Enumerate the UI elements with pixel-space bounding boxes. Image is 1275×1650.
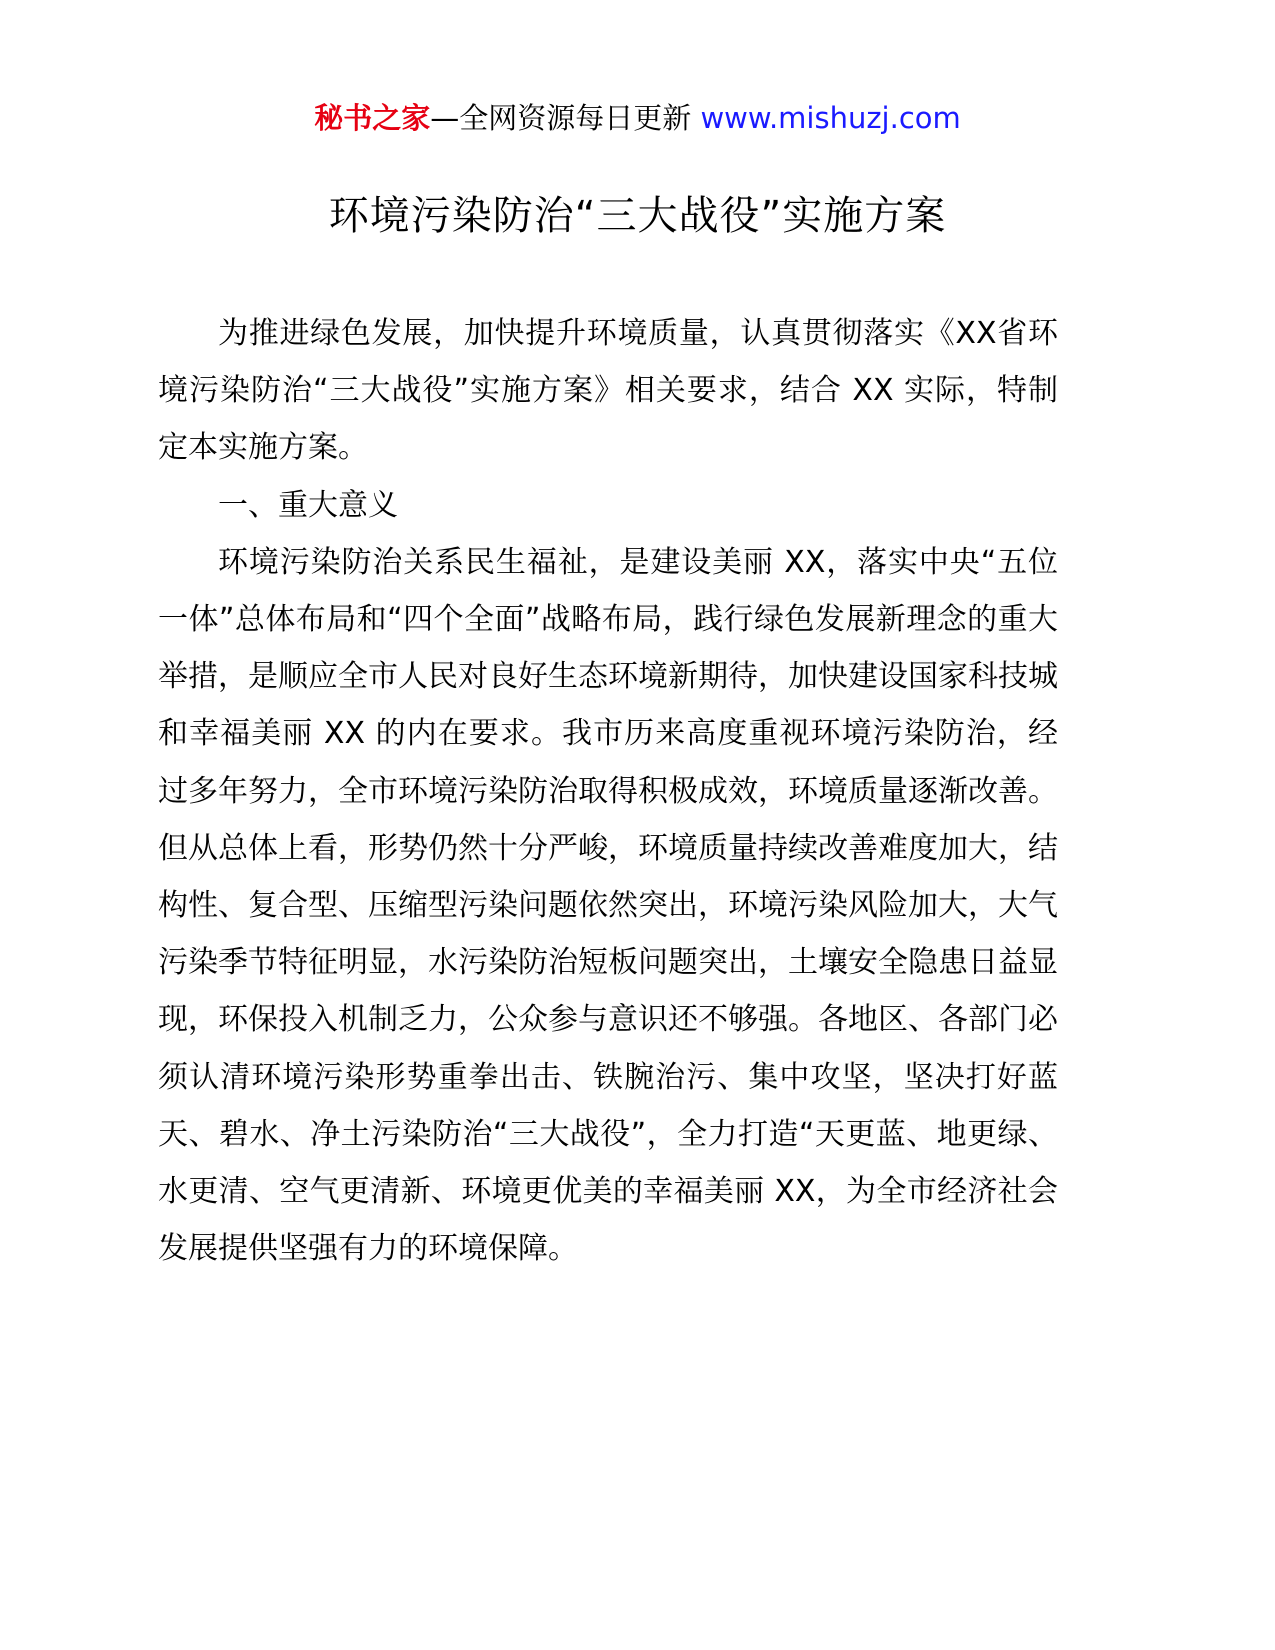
intro-paragraph: 为推进绿色发展，加快提升环境质量，认真贯彻落实《XX省环境污染防治“三大战役”实施方案》相关要求，结合 XX 实际，特制定本实施方案。 [158, 316, 1058, 466]
section-heading: 一、重大意义 [218, 487, 398, 523]
brand-name: 秘书之家 [314, 101, 431, 135]
section-paragraph: 环境污染防治关系民生福祉，是建设美丽 XX，落实中央“五位一体”总体布局和“四个全面”战略布局，践行绿色发展新理念的重大举措，是顺应全市人民对良好生态环境新期待，加快建设国家科技城和幸福美丽 XX 的内在要求。我市历来高度重视环境污染防治，经过多年努力，全市环境污染防治取得积极成效，环境质量逐渐改善。但从总体上看，形势仍然十分严峻，环境质量持续改善难度加大，结构性、复合型、压缩型污染问题依然突出，环境污染风险加大，大气污染季节特征明显，水污染防治短板问题突出，土壤安全隐患日益显现，环保投入机制乏力，公众参与意识还不够强。各地区、各部门必须认清环境污染形势重拳出击、铁腕治污、集中攻坚，坚决打好蓝天、碧水、净土污染防治“三大战役”，全力打造“天更蓝、地更绿、水更清、空气更清新、环境更优美的幸福美丽 XX，为全市经济社会发展提供坚强有力的环境保障。 [158, 544, 1058, 1267]
document-title: 环境污染防治“三大战役”实施方案 [328, 193, 947, 239]
site-url-link[interactable]: www.mishuzj.com [700, 101, 961, 135]
document-body [158, 305, 1058, 1277]
header-tagline: —全网资源每日更新 [430, 101, 692, 135]
site-header [0, 98, 1275, 138]
